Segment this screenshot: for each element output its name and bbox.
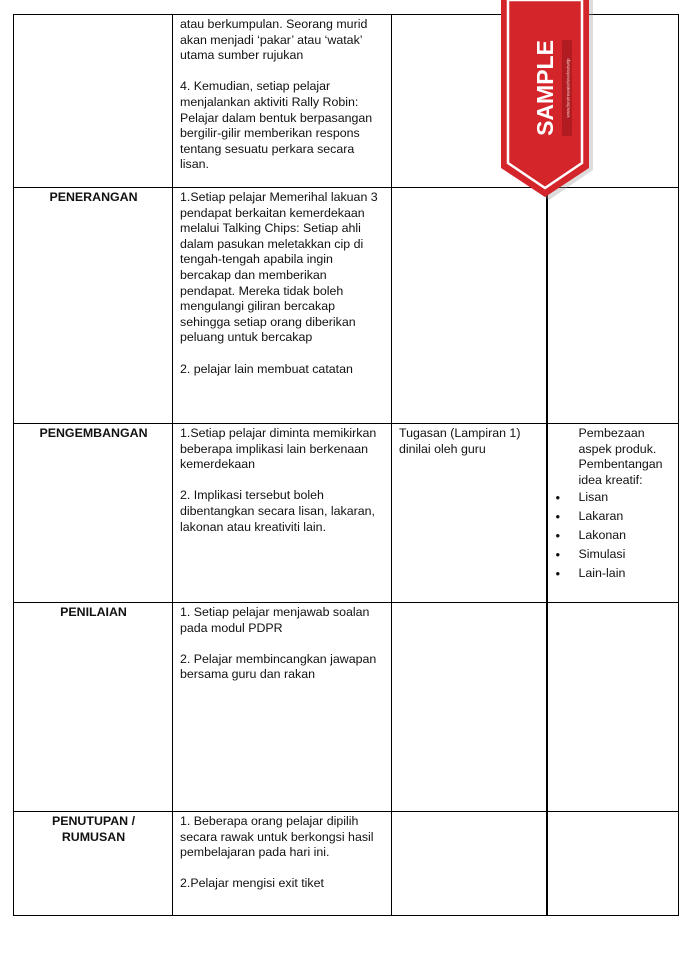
list-item: • Lakaran bbox=[579, 509, 673, 525]
activity-cell bbox=[173, 424, 392, 603]
watermark-text: SAMPLE bbox=[532, 40, 558, 136]
activity-step: 2. pelajar lain membuat catatan bbox=[180, 361, 353, 376]
notes-cell bbox=[547, 603, 679, 812]
assessment-cell bbox=[392, 603, 547, 812]
table-row bbox=[14, 812, 679, 916]
activity-cell bbox=[173, 188, 392, 424]
activity-step: 1.Setiap pelajar diminta memikirkan beberapa implikasi lain berkenaan kemerdekaan bbox=[180, 426, 377, 472]
stage-cell: PENILAIAN bbox=[14, 603, 173, 812]
stage-cell bbox=[14, 15, 173, 188]
stage-cell: PENUTUPAN / RUMUSAN bbox=[14, 812, 173, 916]
assessment-cell bbox=[392, 188, 547, 424]
watermark-subtext: www.bestrewaterleveloutwitp bbox=[565, 58, 571, 118]
sample-watermark-ribbon bbox=[501, 0, 593, 200]
table-row bbox=[14, 188, 679, 424]
activity-step: 1.Setiap pelajar Memerihal lakuan 3 pendapat berkaitan kemerdekaan melalui Talking Chips: Setiap ahli dalam pasukan meletakkan cip di tengah-tengah apabila ingin bercakap dan memberikan pendapat. Mereka tidak boleh mengulangi giliran bercakap sehingga setiap orang diberikan peluang untuk bercakap bbox=[180, 190, 378, 345]
activity-cell bbox=[173, 603, 392, 812]
activity-step: 2. Pelajar membincangkan jawapan bersama guru dan rakan bbox=[180, 651, 377, 682]
activity-cell bbox=[173, 812, 392, 916]
notes-cell bbox=[547, 188, 679, 424]
assessment-cell: Tugasan (Lampiran 1) dinilai oleh guru bbox=[392, 424, 547, 603]
activity-step: 1. Setiap pelajar menjawab soalan pada modul PDPR bbox=[180, 605, 370, 635]
activity-step: 1. Beberapa orang pelajar dipilih secara rawak untuk berkongsi hasil pembelajaran pada hari ini. bbox=[180, 814, 374, 860]
product-forms-list bbox=[555, 490, 673, 581]
assessment-cell bbox=[392, 812, 547, 916]
list-item: • Lakonan bbox=[579, 528, 673, 544]
notes-cell bbox=[547, 424, 679, 603]
notes-cell bbox=[547, 812, 679, 916]
list-item: • Lain-lain bbox=[579, 566, 673, 582]
table-row bbox=[14, 603, 679, 812]
activity-step: 2. Implikasi tersebut boleh dibentangkan secara lisan, lakaran, lakonan atau kreativiti lain. bbox=[180, 488, 375, 534]
activity-step: atau berkumpulan. Seorang murid akan menjadi ‘pakar’ atau ‘watak’ utama sumber rujukan bbox=[180, 17, 368, 63]
stage-cell: PENGEMBANGAN bbox=[14, 424, 173, 603]
table-row bbox=[14, 424, 679, 603]
list-item: • Simulasi bbox=[579, 547, 673, 563]
list-item: • Lisan bbox=[579, 490, 673, 506]
activity-step: 2.Pelajar mengisi exit tiket bbox=[180, 876, 324, 891]
activity-cell bbox=[173, 15, 392, 188]
stage-cell: PENERANGAN bbox=[14, 188, 173, 424]
differentiation-note: Pembezaan aspek produk. Pembentangan idea kreatif: bbox=[578, 426, 663, 487]
activity-step: 4. Kemudian, setiap pelajar menjalankan aktiviti Rally Robin: Pelajar dalam bentuk berpasangan bergilir-gilir memberikan respons tentang sesuatu perkara secara lisan. bbox=[180, 79, 373, 172]
